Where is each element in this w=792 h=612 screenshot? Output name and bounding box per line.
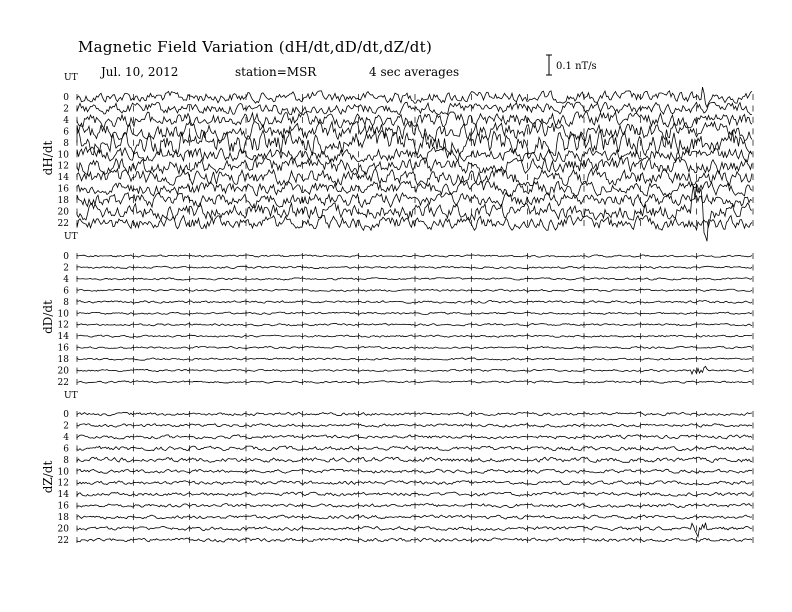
row-label: 8 [63, 138, 69, 149]
row-label: 10 [57, 150, 69, 161]
scale-bar [546, 55, 552, 75]
row-label: 12 [57, 478, 69, 489]
panel-dZ-dt [41, 391, 753, 546]
panel-ylabel: dD/dt [41, 300, 55, 334]
panel-dH-dt [41, 73, 753, 241]
row-label: 6 [63, 444, 69, 455]
row-label: 20 [57, 366, 69, 377]
trace-dZ-dt-4h [77, 435, 752, 439]
trace-dZ-dt-6h [77, 446, 752, 450]
chart-title: Magnetic Field Variation (dH/dt,dD/dt,dZ/dt) [78, 38, 433, 56]
trace-dD-dt-10h [77, 312, 752, 314]
trace-dZ-dt-8h [77, 457, 752, 462]
panel-ylabel: dH/dt [41, 140, 55, 176]
row-label: 14 [57, 173, 69, 184]
trace-dH-dt-10h [77, 147, 752, 162]
date-label: Jul. 10, 2012 [101, 65, 179, 79]
trace-dD-dt-8h [77, 300, 752, 303]
trace-dD-dt-0h [77, 255, 752, 257]
row-label: 8 [63, 297, 69, 308]
row-label: 22 [57, 535, 69, 546]
row-label: 0 [63, 93, 69, 103]
trace-dH-dt-12h [77, 157, 752, 174]
trace-dZ-dt-18h [77, 515, 752, 519]
trace-dZ-dt-22h [77, 538, 752, 542]
trace-dD-dt-12h [77, 324, 752, 326]
row-label: 18 [57, 355, 69, 366]
row-label: 4 [63, 432, 69, 443]
row-label: 6 [63, 286, 69, 297]
row-label: 2 [63, 263, 69, 274]
row-label: 18 [57, 513, 69, 524]
trace-dD-dt-18h [77, 358, 752, 360]
row-label: 0 [63, 410, 69, 420]
row-label: 4 [63, 115, 69, 126]
station-label: station=MSR [235, 65, 317, 79]
row-label: 12 [57, 320, 69, 331]
trace-dD-dt-20h [77, 366, 752, 374]
trace-dZ-dt-20h [77, 523, 752, 537]
row-label: 2 [63, 421, 69, 432]
trace-dH-dt-18h [77, 193, 752, 208]
trace-dZ-dt-2h [77, 424, 752, 427]
row-label: 10 [57, 467, 69, 478]
row-label: 18 [57, 196, 69, 207]
trace-dH-dt-22h [77, 216, 752, 231]
trace-dD-dt-2h [77, 266, 752, 268]
panel-dD-dt [41, 232, 753, 388]
trace-dD-dt-22h [77, 381, 752, 383]
trace-dD-dt-14h [77, 335, 752, 337]
row-label: 16 [57, 184, 69, 195]
row-label: 20 [57, 524, 69, 535]
row-label: 14 [57, 490, 69, 501]
row-label: 12 [57, 161, 69, 172]
trace-dD-dt-4h [77, 278, 752, 280]
row-label: 14 [57, 332, 69, 343]
trace-dH-dt-0h [77, 87, 752, 107]
row-label: 6 [63, 127, 69, 138]
row-label: 8 [63, 455, 69, 466]
trace-dH-dt-4h [77, 112, 752, 128]
trace-dZ-dt-14h [77, 492, 752, 496]
ut-label: UT [64, 232, 78, 242]
ut-label: UT [64, 73, 78, 83]
row-label: 4 [63, 274, 69, 285]
row-label: 16 [57, 501, 69, 512]
row-label: 10 [57, 309, 69, 320]
row-label: 22 [57, 377, 69, 388]
row-label: 2 [63, 104, 69, 115]
trace-dD-dt-16h [77, 346, 752, 348]
row-label: 0 [63, 252, 69, 262]
trace-dH-dt-2h [77, 102, 752, 114]
row-label: 20 [57, 207, 69, 218]
trace-dZ-dt-12h [77, 481, 752, 485]
scale-bar-label: 0.1 nT/s [556, 61, 597, 72]
row-label: 22 [57, 218, 69, 229]
trace-dZ-dt-0h [77, 412, 752, 415]
trace-dZ-dt-16h [77, 504, 752, 508]
trace-dD-dt-6h [77, 289, 752, 291]
trace-dH-dt-16h [77, 181, 752, 196]
panel-ylabel: dZ/dt [41, 460, 55, 494]
averaging-label: 4 sec averages [369, 65, 460, 79]
row-label: 16 [57, 343, 69, 354]
ut-label: UT [64, 391, 78, 401]
trace-dZ-dt-10h [77, 469, 752, 473]
